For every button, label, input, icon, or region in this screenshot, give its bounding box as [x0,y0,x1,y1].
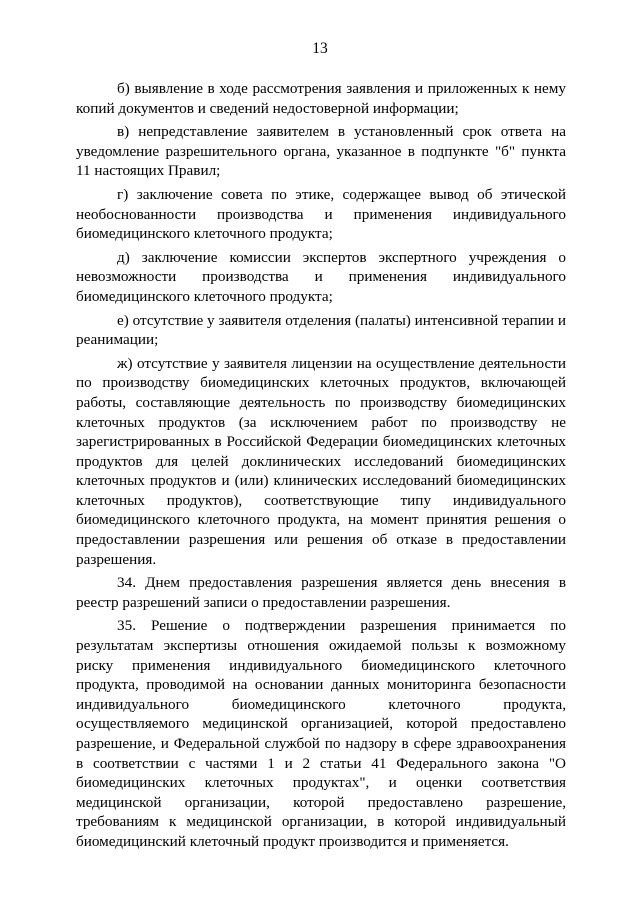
document-body [76,79,566,856]
paragraph-v: в) непредставление заявителем в установленный срок ответа на уведомление разрешительного органа, указанное в подпункте "б" пункта 11 настоящих Правил; [76,123,566,180]
paragraph-e: е) отсутствие у заявителя отделения (палаты) интенсивной терапии и реанимации; [76,311,566,349]
paragraph-35: 35. Решение о подтверждении разрешения принимается по результатам экспертизы отношения ожидаемой пользы к возможному риску применения индивидуального биомедицинского клеточного продукта, проводимой на основании данных мониторинга безопасности индивидуального биомедицинского клеточного продукта, осуществляемого медицинской организацией, которой предоставлено разрешение, и Федеральной службой по надзору в сфере здравоохранения в соответствии с частями 1 и 2 статьи 41 Федерального закона "О биомедицинских клеточных продуктах", и оценки соответствия медицинской организации, которой предоставлено разрешение, требованиям к медицинской организации, в которой индивидуальный биомедицинский клеточный продукт производится и применяется. [76,617,566,850]
paragraph-zh: ж) отсутствие у заявителя лицензии на осуществление деятельности по производству биомедицинских клеточных продуктов, включающей работы, составляющие деятельность по производству биомедицинских клеточных продуктов (за исключением работ по производству не зарегистрированных в Российской Федерации биомедицинских клеточных продуктов для целей доклинических исследований биомедицинских клеточных продуктов и (или) клинических исследований биомедицинских клеточных продуктов), соответствующие типу индивидуального биомедицинского клеточного продукта, на момент принятия решения о предоставлении разрешения или решения об отказе в предоставлении разрешения. [76,354,566,568]
page-number: 13 [312,40,328,57]
paragraph-g: г) заключение совета по этике, содержащее вывод об этической необоснованности производства и применения индивидуального биомедицинского клеточного продукта; [76,185,566,243]
paragraph-34: 34. Днем предоставления разрешения является день внесения в реестр разрешений записи о предоставлении разрешения. [76,574,566,611]
paragraph-b: б) выявление в ходе рассмотрения заявления и приложенных к нему копий документов и сведений недостоверной информации; [76,80,566,117]
paragraph-d: д) заключение комиссии экспертов экспертного учреждения о невозможности производства и применения индивидуального биомедицинского клеточного продукта; [76,248,566,305]
